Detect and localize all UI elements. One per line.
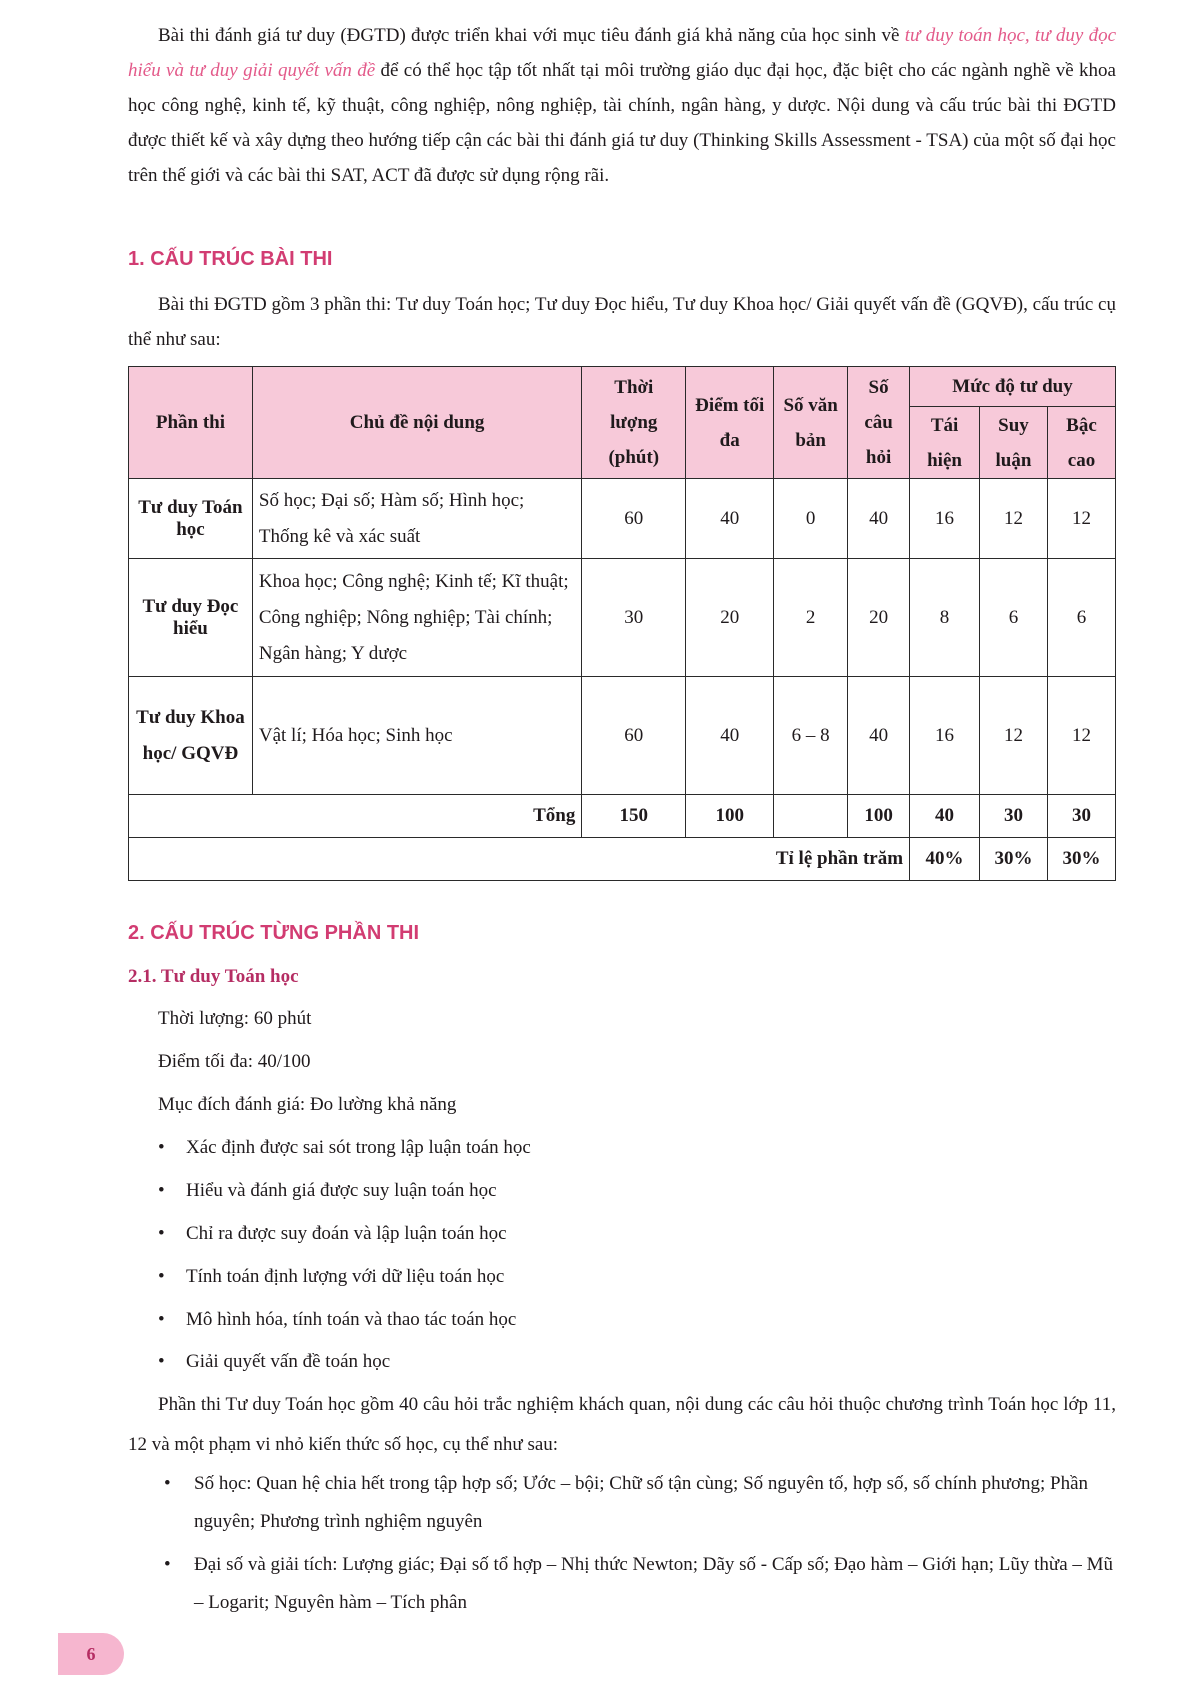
list-item: • Đại số và giải tích: Lượng giác; Đại số tổ hợp – Nhị thức Newton; Dãy số - Cấp số; Đạo hàm – Giới hạn; Lũy thừa – Mũ – Logarit; Nguyên hàm – Tích phân [164, 1546, 1116, 1622]
intro-text-start: Bài thi đánh giá tư duy (ĐGTD) được triển khai với mục tiêu đánh giá khả năng của học sinh về [158, 25, 905, 46]
header-max-score: Điểm tối đa [686, 367, 774, 479]
row-recall: 16 [910, 479, 980, 559]
header-topic: Chủ đề nội dung [252, 367, 581, 479]
score-line: Điểm tối đa: 40/100 [158, 1051, 311, 1072]
duration-line: Thời lượng: 60 phút [158, 1008, 312, 1029]
table-row [129, 559, 1116, 677]
intro-text-end: để có thể học tập tốt nhất tại môi trường giáo dục đại học, đặc biệt cho các ngành nghề về khoa học công nghệ, kinh tế, kỹ thuật, công nghiệp, nông nghiệp, tài chính, ngân hàng, y dược. Nội dung và cấu trúc bài thi ĐGTD được thiết kế và xây dựng theo hướng tiếp cận các bài thi đánh giá tư duy (Thinking Skills Assessment - TSA) của một số đại học trên thế giới và các bài thi SAT, ACT đã được sử dụng rộng rãi. [128, 60, 1116, 186]
intro-emphasis: tư duy toán học, tư duy đọc hiểu và tư duy giải quyết vấn đề [128, 25, 1117, 81]
total-reasoning: 30 [980, 795, 1048, 838]
row-reasoning: 12 [980, 677, 1048, 795]
table-row [129, 479, 1116, 559]
row-advanced: 12 [1047, 479, 1115, 559]
percent-recall: 40% [910, 838, 980, 881]
row-topic: Vật lí; Hóa học; Sinh học [252, 677, 581, 795]
total-advanced: 30 [1047, 795, 1115, 838]
total-duration: 150 [582, 795, 686, 838]
list-item: • Chỉ ra được suy đoán và lập luận toán học [158, 1223, 507, 1245]
section2-subheading: 2.1. Tư duy Toán học [128, 966, 299, 987]
row-num-texts: 0 [774, 479, 848, 559]
total-max-score: 100 [686, 795, 774, 838]
row-num-questions: 20 [848, 559, 910, 677]
section1-heading: 1. CẤU TRÚC BÀI THI [128, 248, 333, 270]
bullet-dot: • [164, 1554, 171, 1575]
row-recall: 8 [910, 559, 980, 677]
list-item: • Số học: Quan hệ chia hết trong tập hợp số; Ước – bội; Chữ số tận cùng; Số nguyên tố, hợp số, số chính phương; Phần nguyên; Phương trình nghiệm nguyên [164, 1465, 1116, 1541]
section2-description: Phần thi Tư duy Toán học gồm 40 câu hỏi trắc nghiệm khách quan, nội dung các câu hỏi thuộc chương trình Toán học lớp 11, 12 và một phạm vi nhỏ kiến thức số học, cụ thể như sau: [128, 1394, 1116, 1455]
list-item: • Tính toán định lượng với dữ liệu toán học [158, 1266, 504, 1288]
page-number: 6 [58, 1633, 124, 1675]
list-item: • Giải quyết vấn đề toán học [158, 1351, 390, 1373]
percent-reasoning: 30% [980, 838, 1048, 881]
total-num-texts [774, 795, 848, 838]
row-reasoning: 12 [980, 479, 1048, 559]
header-part: Phần thi [129, 367, 253, 479]
row-reasoning: 6 [980, 559, 1048, 677]
row-duration: 60 [582, 479, 686, 559]
row-part: Tư duy Khoa học/ GQVĐ [129, 677, 253, 795]
total-num-questions: 100 [848, 795, 910, 838]
row-part: Tư duy Đọc hiểu [129, 559, 253, 677]
row-num-texts: 2 [774, 559, 848, 677]
section2-heading: 2. CẤU TRÚC TỪNG PHẦN THI [128, 922, 420, 944]
row-topic: Khoa học; Công nghệ; Kinh tế; Kĩ thuật; Công nghiệp; Nông nghiệp; Tài chính; Ngân hàng; Y dược [252, 559, 581, 677]
header-num-questions: Số câu hỏi [848, 367, 910, 479]
bullet-dot: • [164, 1473, 171, 1494]
row-max-score: 40 [686, 677, 774, 795]
purpose-line: Mục đích đánh giá: Đo lường khả năng [158, 1094, 457, 1115]
percent-row [129, 838, 1116, 881]
row-part: Tư duy Toán học [129, 479, 253, 559]
row-num-texts: 6 – 8 [774, 677, 848, 795]
list-item: • Xác định được sai sót trong lập luận toán học [158, 1137, 531, 1159]
row-max-score: 20 [686, 559, 774, 677]
total-label: Tổng [129, 795, 582, 838]
list-item: • Mô hình hóa, tính toán và thao tác toán học [158, 1309, 516, 1331]
percent-advanced: 30% [1047, 838, 1115, 881]
header-advanced: Bậc cao [1047, 407, 1115, 479]
exam-structure-table [128, 366, 1116, 881]
row-duration: 60 [582, 677, 686, 795]
row-num-questions: 40 [848, 479, 910, 559]
header-reasoning: Suy luận [980, 407, 1048, 479]
row-topic: Số học; Đại số; Hàm số; Hình học; Thống kê và xác suất [252, 479, 581, 559]
section1-text: Bài thi ĐGTD gồm 3 phần thi: Tư duy Toán học; Tư duy Đọc hiểu, Tư duy Khoa học/ Giải quyết vấn đề (GQVĐ), cấu trúc cụ thể như sau: [128, 294, 1116, 350]
total-row [129, 795, 1116, 838]
row-advanced: 12 [1047, 677, 1115, 795]
row-duration: 30 [582, 559, 686, 677]
percent-label: Tỉ lệ phần trăm [129, 838, 910, 881]
header-recall: Tái hiện [910, 407, 980, 479]
header-duration: Thời lượng (phút) [582, 367, 686, 479]
row-advanced: 6 [1047, 559, 1115, 677]
list-item: • Hiểu và đánh giá được suy luận toán học [158, 1180, 497, 1202]
table-row [129, 677, 1116, 795]
row-num-questions: 40 [848, 677, 910, 795]
header-num-texts: Số văn bản [774, 367, 848, 479]
intro-paragraph [128, 18, 1116, 193]
total-recall: 40 [910, 795, 980, 838]
row-max-score: 40 [686, 479, 774, 559]
row-recall: 16 [910, 677, 980, 795]
header-levels: Mức độ tư duy [910, 367, 1116, 407]
